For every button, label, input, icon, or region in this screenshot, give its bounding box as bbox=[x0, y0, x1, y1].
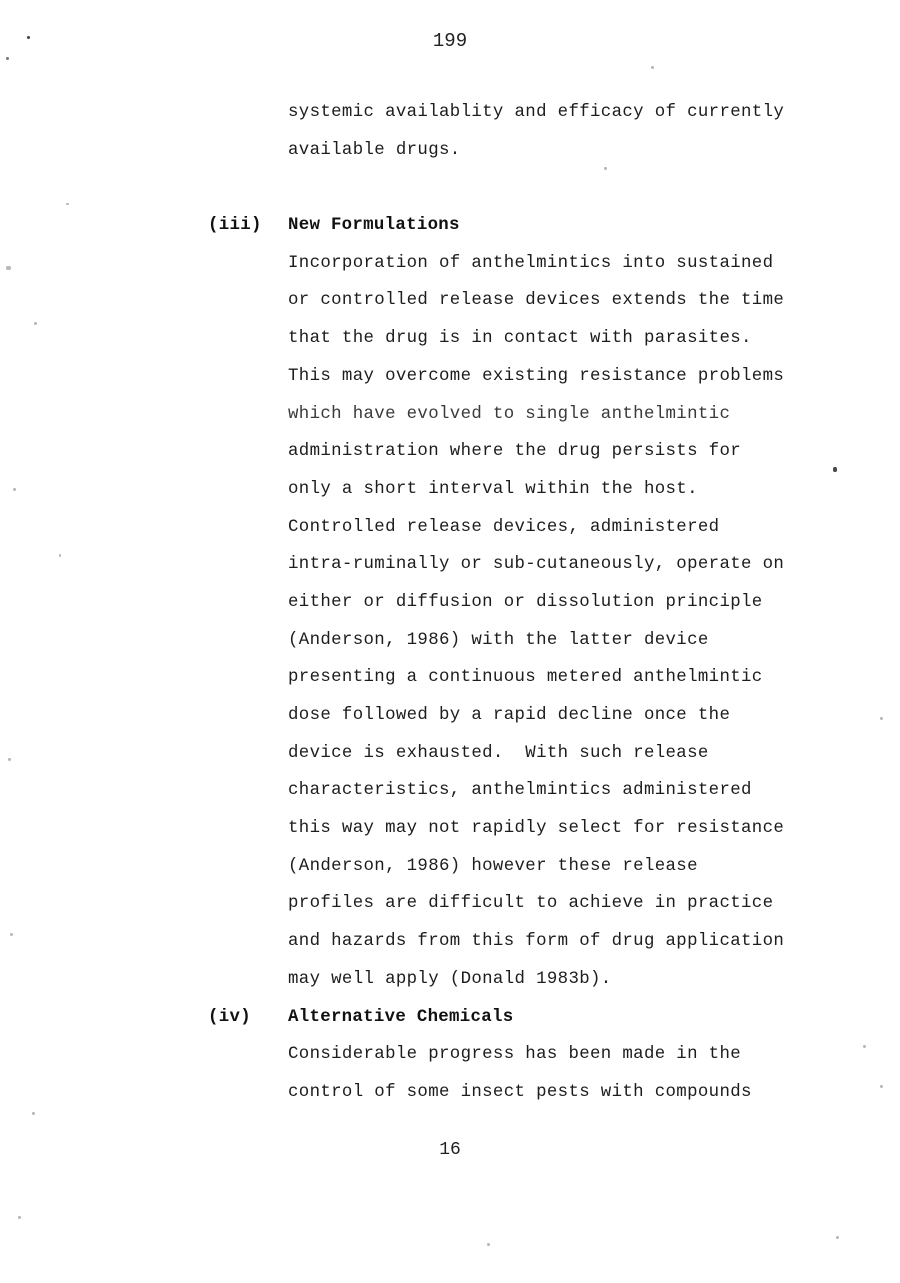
section-numeral-iv: (iv) bbox=[208, 1007, 251, 1027]
scan-speck bbox=[34, 322, 37, 325]
text-line: device is exhausted. With such release bbox=[288, 743, 709, 763]
text-line: systemic availablity and efficacy of currently bbox=[288, 103, 785, 122]
scan-speck bbox=[487, 1243, 490, 1246]
document-body bbox=[208, 94, 848, 1112]
scan-speck bbox=[863, 1045, 866, 1048]
text-line: only a short interval within the host. bbox=[288, 479, 698, 499]
text-line: characteristics, anthelmintics administered bbox=[288, 781, 752, 801]
scan-speck bbox=[6, 57, 9, 60]
page-number-footer: 16 bbox=[439, 1140, 461, 1160]
text-line: This may overcome existing resistance problems bbox=[288, 366, 785, 386]
text-line: available drugs. bbox=[288, 140, 461, 160]
text-line: intra-ruminally or sub-cutaneously, operate on bbox=[288, 555, 785, 575]
text-line: profiles are difficult to achieve in practice bbox=[288, 894, 774, 914]
scan-speck bbox=[880, 717, 883, 720]
scan-speck bbox=[32, 1112, 35, 1115]
text-line: Incorporation of anthelmintics into sustained bbox=[288, 253, 774, 273]
text-line: Considerable progress has been made in the bbox=[288, 1045, 742, 1065]
text-line: may well apply (Donald 1983b). bbox=[288, 969, 612, 989]
paragraph-intro bbox=[288, 94, 848, 169]
text-line: or controlled release devices extends the time bbox=[288, 291, 785, 311]
text-line: dose followed by a rapid decline once the bbox=[288, 706, 731, 725]
scan-speck bbox=[6, 266, 11, 270]
paragraph-section-iv bbox=[288, 1036, 848, 1111]
scan-speck bbox=[651, 66, 654, 69]
text-line: either or diffusion or dissolution principle bbox=[288, 592, 763, 612]
scan-speck bbox=[880, 1085, 883, 1088]
text-line: and hazards from this form of drug application bbox=[288, 932, 785, 952]
scan-speck bbox=[18, 1216, 21, 1219]
text-line: (Anderson, 1986) with the latter device bbox=[288, 630, 709, 650]
scan-speck bbox=[13, 488, 16, 491]
text-line: this way may not rapidly select for resistance bbox=[288, 819, 785, 839]
section-title-iii: New Formulations bbox=[288, 216, 460, 236]
scan-speck bbox=[836, 1236, 839, 1239]
page-number-header: 199 bbox=[432, 30, 468, 52]
text-line: that the drug is in contact with parasites. bbox=[288, 329, 752, 349]
scan-speck bbox=[59, 554, 61, 557]
text-line: control of some insect pests with compounds bbox=[288, 1082, 752, 1102]
section-numeral-iii: (iii) bbox=[208, 216, 262, 236]
scan-speck bbox=[8, 758, 11, 761]
text-line: which have evolved to single anthelmintic bbox=[288, 404, 731, 424]
paragraph-section-iii bbox=[288, 245, 848, 999]
scan-speck bbox=[10, 933, 13, 936]
text-line: Controlled release devices, administered bbox=[288, 517, 720, 537]
text-line: administration where the drug persists for bbox=[288, 442, 742, 462]
paragraph-gap bbox=[288, 169, 848, 207]
section-title-iv: Alternative Chemicals bbox=[288, 1007, 514, 1027]
text-line: (Anderson, 1986) however these release bbox=[288, 856, 698, 876]
text-line: presenting a continuous metered anthelmintic bbox=[288, 668, 763, 688]
section-heading-iv bbox=[208, 999, 848, 1037]
section-heading-iii bbox=[208, 207, 848, 245]
scan-speck bbox=[66, 203, 69, 205]
